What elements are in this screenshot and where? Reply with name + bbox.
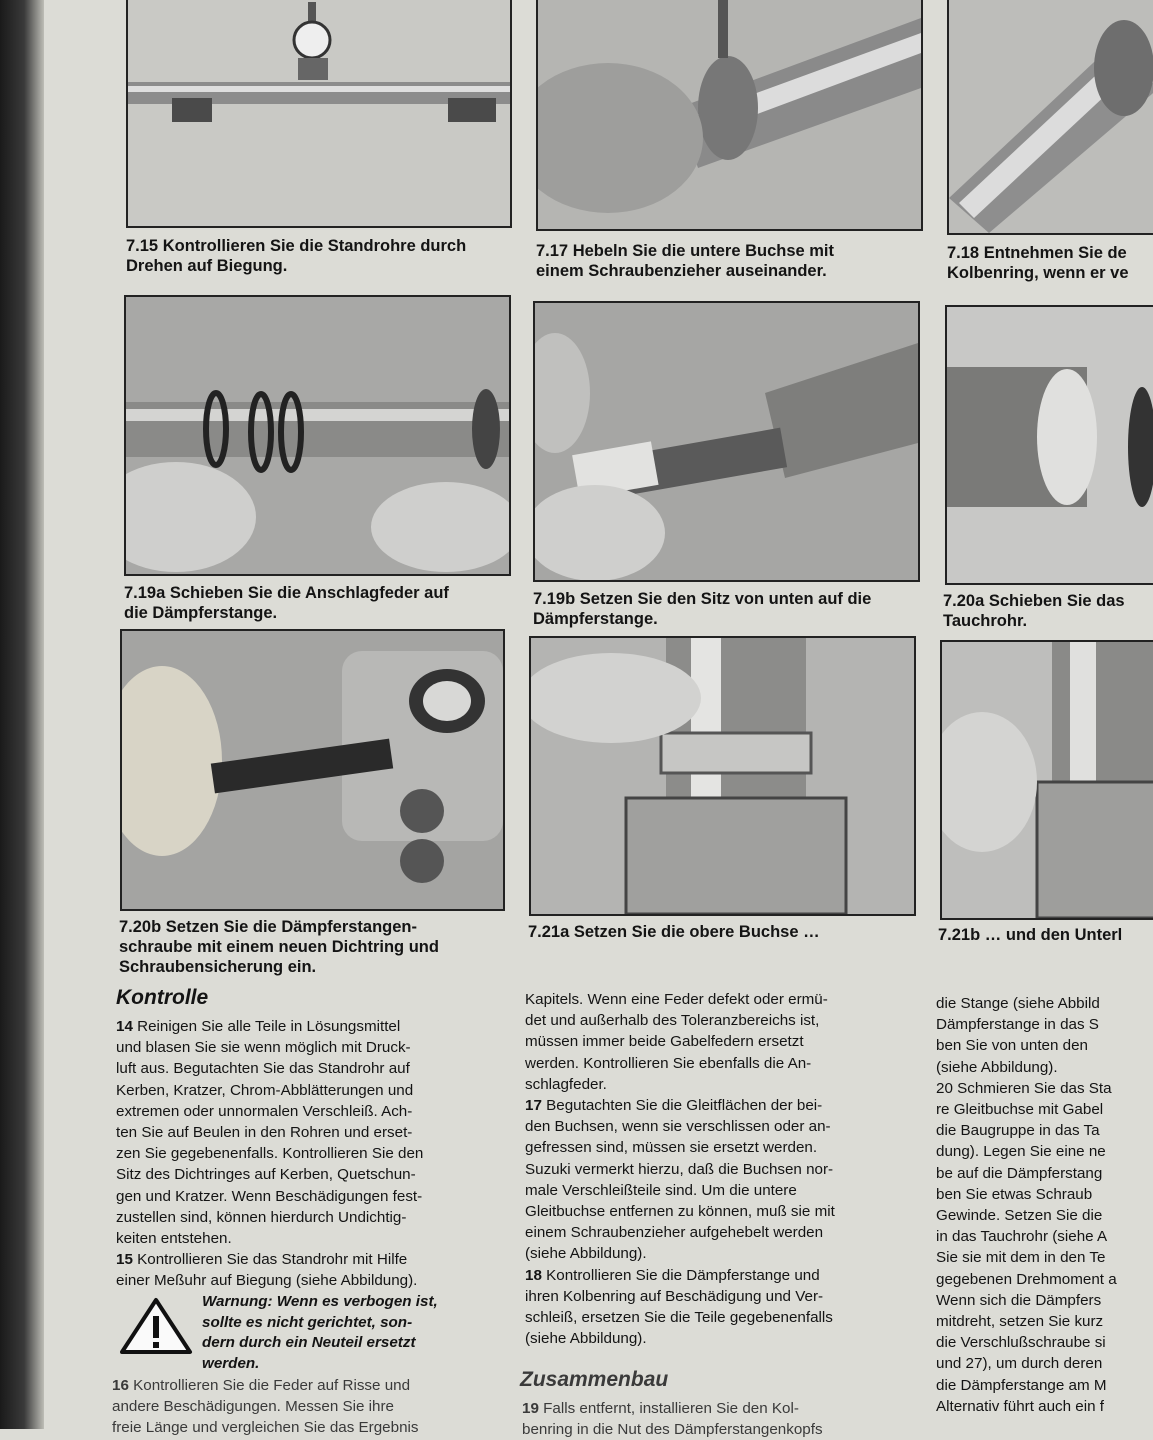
caption-7-21a: 7.21a Setzen Sie die obere Buchse …	[528, 923, 820, 941]
paragraph-16: 16 Kontrollieren Sie die Feder auf Risse und andere Beschädigungen. Messen Sie ihre freie Länge und vergleichen Sie das Ergebnis	[112, 1377, 419, 1437]
text-column-3: die Stange (siehe Abbild Dämpferstange in das S ben Sie von unten den (siehe Abbildung). 20 Schmieren Sie das Sta re Gleitbuchse mit Gabel die Baugruppe in das Ta dung). Legen Sie eine ne be auf die Dämpferstang ben Sie etwas Schraub Gewinde. Setzen Sie die in das Tauchrohr (siehe A Sie sie mit dem in den Te gegebenen Drehmoment a Wenn sich die Dämpfers mitdreht, setzen Sie kurz die Verschlußschraube si und 27), um durch deren die Dämpferstange am M Alternativ führt auch ein f	[936, 995, 1117, 1415]
photo-7-19a	[124, 295, 511, 576]
caption-7-19a: 7.19a Schieben Sie die Anschlagfeder auf die Dämpferstange.	[124, 584, 449, 622]
paragraph-15: 15 Kontrollieren Sie das Standrohr mit Hilfe einer Meßuhr auf Biegung (siehe Abbildung).	[116, 1251, 418, 1290]
photo-7-15	[126, 0, 512, 228]
photo-7-21b	[940, 640, 1153, 920]
warning-text: Warnung: Wenn es verbogen ist, sollte es nicht gerichtet, son- dern durch ein Neuteil ersetzt werden.	[202, 1293, 438, 1372]
text-column-1	[116, 1016, 496, 1292]
paragraph-17: 17 Begutachten Sie die Gleitflächen der bei- den Buchsen, wenn sie verschlissen oder an- gefressen sind, müssen sie ersetzt werden. Suzuki vermerkt hierzu, daß die Buchsen nor- male Verschleißteile sind. Um die untere Gleitbuchse entfernen zu können, muß sie mit einem Schraubenzieher aufgehebelt werden (siehe Abbildung).	[525, 1097, 835, 1263]
photo-7-20a	[945, 305, 1153, 585]
caption-7-17: 7.17 Hebeln Sie die untere Buchse mit einem Schraubenzieher auseinander.	[536, 242, 835, 280]
paragraph-19: 19 Falls entfernt, installieren Sie den Kol- benring in die Nut des Dämpferstangenkopfs	[522, 1400, 823, 1439]
warning-triangle-icon	[118, 1296, 194, 1356]
paragraph-16-continued: Kapitels. Wenn eine Feder defekt oder ermü- det und außerhalb des Toleranzbereichs ist, müssen immer beide Gabelfedern ersetzt werden. Kontrollieren Sie ebenfalls die An- schlagfeder.	[525, 991, 828, 1093]
caption-7-20a: 7.20a Schieben Sie das Tauchrohr.	[943, 592, 1125, 630]
book-spine-shadow	[0, 0, 44, 1429]
photo-7-18	[947, 0, 1153, 235]
caption-7-15: 7.15 Kontrollieren Sie die Standrohre durch Drehen auf Biegung.	[126, 237, 467, 275]
caption-7-20b: 7.20b Setzen Sie die Dämpferstangen- schraube mit einem neuen Dichtring und Schraubensicherung ein.	[119, 918, 439, 976]
section-heading-zusammenbau: Zusammenbau	[520, 1368, 669, 1391]
photo-7-21a	[529, 636, 916, 916]
section-heading-kontrolle: Kontrolle	[116, 986, 209, 1009]
photo-7-17	[536, 0, 923, 231]
paragraph-14: 14 Reinigen Sie alle Teile in Lösungsmittel und blasen Sie sie wenn möglich mit Druck- luft aus. Begutachten Sie das Standrohr auf Kerben, Kratzer, Chrom-Abblätterungen und extremen oder unnormalen Verschleiß. Ach- ten Sie auf Beulen in den Rohren und erset- zen Sie gegebenenfalls. Kontrollieren Sie den Sitz des Dichtringes auf Kerben, Quetschun- gen und Kratzer. Wenn Beschädigungen fest- zustellen sind, können hierdurch Undichtig- keiten entstehen.	[116, 1018, 424, 1248]
caption-7-19b: 7.19b Setzen Sie den Sitz von unten auf die Dämpferstange.	[533, 590, 872, 628]
paragraph-18: 18 Kontrollieren Sie die Dämpferstange und ihren Kolbenring auf Beschädigung und Ver- schleiß, ersetzen Sie die Teile gegebenenfalls (siehe Abbildung).	[525, 1266, 833, 1348]
photo-7-20b	[120, 629, 505, 911]
caption-7-18: 7.18 Entnehmen Sie de Kolbenring, wenn er ve	[947, 244, 1129, 282]
text-column-2	[525, 989, 909, 1349]
photo-7-19b	[533, 301, 920, 582]
caption-7-21b: 7.21b … und den Unterl	[938, 926, 1123, 944]
